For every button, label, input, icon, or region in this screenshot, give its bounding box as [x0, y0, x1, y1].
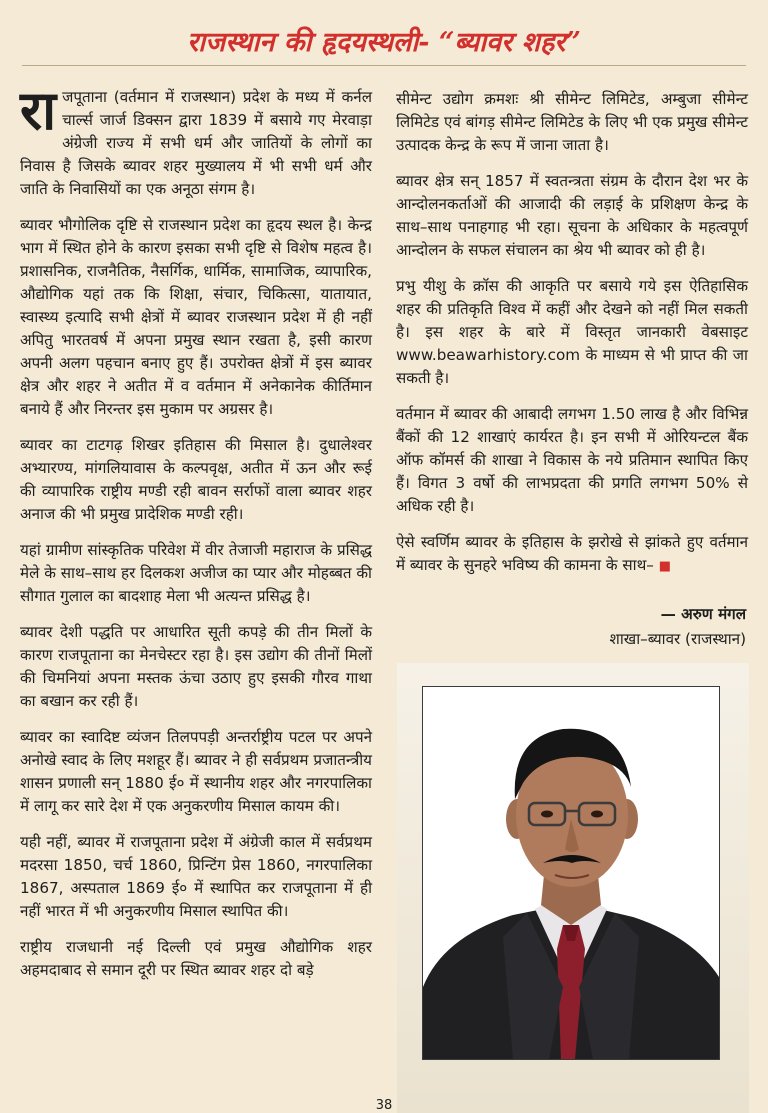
page-number: 38	[375, 1098, 393, 1113]
paragraph: सीमेन्ट उद्योग क्रमशः श्री सीमेन्ट लिमिटेड, अम्बुजा सीमेन्ट लिमिटेड एवं बांगड़ सीमेन्ट लिमिटेड के लिए भी एक प्रमुख सीमेन्ट उत्पादक केन्द्र के रूप में जाना जाता है।	[396, 90, 748, 154]
paragraph: यही नहीं, ब्यावर में राजपूताना प्रदेश में अंग्रेजी काल में सर्वप्रथम मदरसा 1850, चर्च 1860, प्रिन्टिंग प्रेस 1860, नगरपालिका 1867, अस्पताल 1869 ई० में स्थापित कर राजपूताना में ही नहीं भारत में भी अनुकरणीय मिसाल स्थापित की।	[20, 833, 372, 920]
author-name: — अरुण मंगल	[660, 605, 746, 623]
paragraph: ब्यावर का स्वादिष्ट व्यंजन तिलपपड़ी अन्तर्राष्ट्रीय पटल पर अपने अनोखे स्वाद के लिए मशहूर हैं। ब्यावर ने ही सर्वप्रथम प्रजातन्त्रीय शासन प्रणाली सन् 1880 ई० में स्थानीय शहर और नगरपालिका में लागू कर सारे देश में एक अनुकरणीय मिसाल कायम की।	[20, 728, 372, 815]
paragraph: यहां ग्रामीण सांस्कृतिक परिवेश में वीर तेजाजी महाराज के प्रसिद्ध मेले के साथ–साथ हर दिलकश अजीज का प्यार और मोहब्बत की सौगात गुलाल का बादशाह मेला भी अत्यन्त प्रसिद्ध है।	[20, 541, 372, 605]
end-mark-icon: ■	[658, 559, 672, 574]
right-column	[396, 88, 748, 591]
paragraph-text: ऐसे स्वर्णिम ब्यावर के इतिहास के झरोखे से झांकते हुए वर्तमान में ब्यावर के सुनहरे भविष्य की कामना के साथ–	[396, 533, 748, 574]
paragraph: प्रभु यीशु के क्रॉस की आकृति पर बसाये गये इस ऐतिहासिक शहर की प्रतिकृति विश्व में कहीं और देखने को नहीं मिल सकती है। इस शहर के बारे में विस्तृत जानकारी वेबसाइट www.beawarhistory.com के माध्यम से भी प्राप्त की जा सकती है।	[396, 277, 748, 387]
paragraph: वर्तमान में ब्यावर की आबादी लगभग 1.50 लाख है और विभिन्न बैंकों की 12 शाखाएं कार्यरत है। इन सभी में ओरियन्टल बैंक ऑफ कॉमर्स की शाखा ने विकास के नये प्रतिमान स्थापित किए हैं। विगत 3 वर्षो की लाभप्रदता की प्रगति लगभग 50% से अधिक रही है।	[396, 405, 748, 515]
paragraph: ब्यावर देशी पद्धति पर आधारित सूती कपड़े की तीन मिलों के कारण राजपूताना का मेनचेस्टर रहा है। इस उद्योग की तीनों मिलों की चिमनियां अपना मस्तक ऊंचा उठाए हुए इसकी गौरव गाथा का बखान कर रही हैं।	[20, 623, 372, 710]
drop-cap: रा	[20, 79, 57, 142]
paragraph	[20, 79, 372, 201]
paragraph: ब्यावर क्षेत्र सन् 1857 में स्वतन्त्रता संग्रम के दौरान देश भर के आन्दोलनकर्ताओं की आजादी की लड़ाई के प्रशिक्षण केन्द्र के साथ–साथ पनाहगाह भी रहा। सूचना के अधिकार के महत्वपूर्ण आन्दोलन के सफल संचालन का श्रेय भी ब्यावर को ही है।	[396, 172, 748, 259]
paragraph: ब्यावर का टाटगढ़ शिखर इतिहास की मिसाल है। दुधालेश्वर अभ्यारण्य, मांगलियावास के कल्पवृक्ष, अतीत में ऊन और रूई की व्यापारिक राष्ट्रीय मण्डी रही बावन सर्राफों वाला ब्यावर शहर अनाज की भी प्रमुख प्रादेशिक मण्डी रही।	[20, 436, 372, 523]
title-divider	[22, 65, 746, 66]
portrait-illustration	[423, 687, 719, 1059]
author-photo	[422, 686, 720, 1060]
paragraph: राष्ट्रीय राजधानी नई दिल्ली एवं प्रमुख औद्योगिक शहर अहमदाबाद से समान दूरी पर स्थित ब्यावर शहर दो बड़े	[20, 938, 372, 979]
author-location: शाखा–ब्यावर (राजस्थान)	[609, 630, 746, 648]
left-column	[20, 79, 372, 995]
paragraph	[396, 531, 748, 578]
author-signature	[610, 602, 746, 652]
paragraph-text: जपूताना (वर्तमान में राजस्थान) प्रदेश के मध्य में कर्नल चार्ल्स जार्ज डिक्सन द्वारा 1839 में बसाये गए मेरवाड़ा अंग्रेजी राज्य में सभी धर्म और जातियों के लोगों का निवास है जिसके ब्यावर शहर मुख्यालय में भी सभी धर्म और जाति के निवासियों का एक अनूठा संगम है।	[20, 88, 372, 198]
paragraph: ब्यावर भौगोलिक दृष्टि से राजस्थान प्रदेश का हृदय स्थल है। केन्द्र भाग में स्थित होने के कारण इसका सभी दृष्टि से विशेष महत्व है। प्रशासनिक, राजनैतिक, नैसर्गिक, धार्मिक, सामाजिक, व्यापारिक, औद्योगिक यहां तक कि शिक्षा, संचार, चिकित्सा, यातायात, स्वास्थ्य इत्यादि सभी क्षेत्रों में ब्यावर राजस्थान प्रदेश में ही नहीं अपितु भारतवर्ष में अपना प्रमुख स्थान रखता है, इसी कारण अपनी अलग पहचान बनाए हुए हैं। उपरोक्त क्षेत्रों में इस ब्यावर क्षेत्र और शहर ने अतीत में व वर्तमान में अनेकानेक कीर्तिमान बनाये हैं और निरन्तर इस मुकाम पर अग्रसर है।	[20, 216, 372, 418]
article-title: राजस्थान की हृदयस्थली- “ब्यावर शहर”	[187, 27, 581, 58]
